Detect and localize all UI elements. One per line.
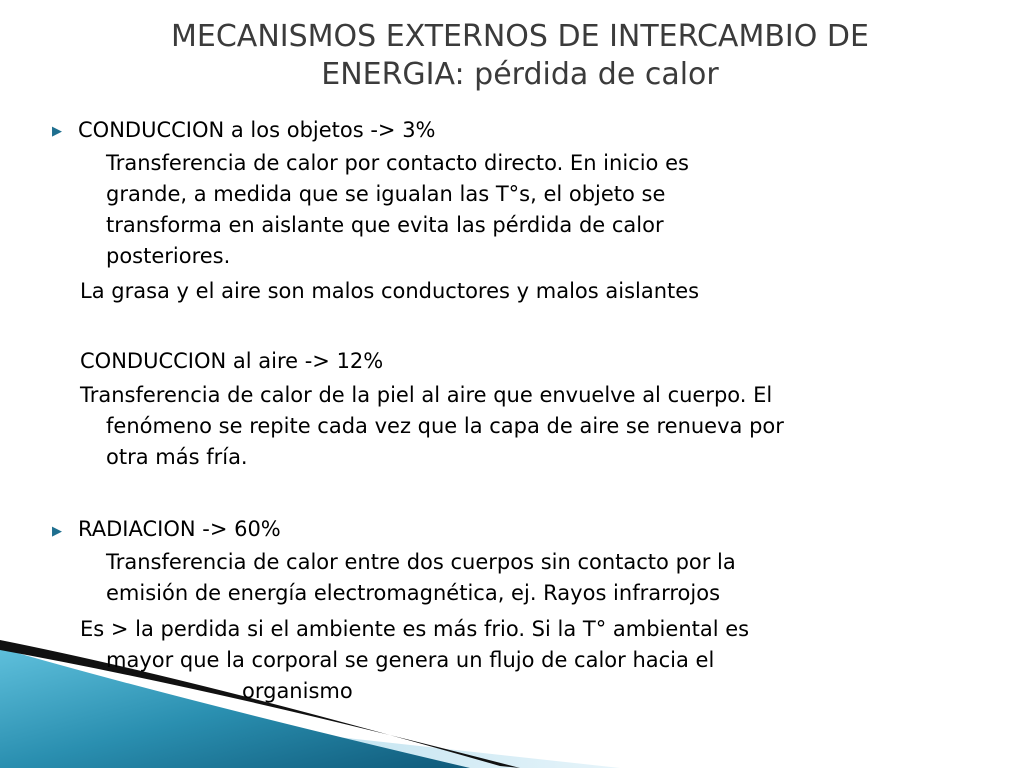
section-heading-conduccion-objetos: CONDUCCION a los objetos -> 3% bbox=[78, 118, 436, 142]
section-note-conduccion-objetos bbox=[80, 276, 699, 307]
text-line: Transferencia de calor por contacto directo. En inicio es bbox=[106, 151, 689, 175]
text-line: mayor que la corporal se genera un flujo de calor hacia el bbox=[106, 648, 715, 672]
text-line: Es > la perdida si el ambiente es más frio. Si la T° ambiental es bbox=[80, 617, 750, 641]
text-line: fenómeno se repite cada vez que la capa de aire se renueva por bbox=[106, 414, 784, 438]
section-text-radiacion bbox=[106, 547, 736, 609]
title-line: ENERGIA: pérdida de calor bbox=[321, 57, 719, 92]
section-heading-conduccion-aire: CONDUCCION al aire -> 12% bbox=[80, 349, 384, 373]
section-note-radiacion bbox=[80, 614, 749, 707]
text-line: grande, a medida que se igualan las T°s, el objeto se bbox=[106, 182, 666, 206]
title-line: MECANISMOS EXTERNOS DE INTERCAMBIO DE bbox=[171, 19, 869, 54]
section-heading-radiacion: RADIACION -> 60% bbox=[78, 517, 281, 541]
text-line: Transferencia de calor de la piel al aire que envuelve al cuerpo. El bbox=[80, 383, 773, 407]
text-line: Transferencia de calor entre dos cuerpos sin contacto por la bbox=[106, 550, 736, 574]
text-line: posteriores. bbox=[106, 244, 231, 268]
text-line: organismo bbox=[242, 679, 353, 703]
section-text-conduccion-objetos bbox=[106, 148, 689, 272]
text-line: transforma en aislante que evita las pérdida de calor bbox=[106, 213, 664, 237]
text-line: emisión de energía electromagnética, ej. Rayos infrarrojos bbox=[106, 581, 721, 605]
section-text-conduccion-aire bbox=[80, 380, 784, 473]
text-line: La grasa y el aire son malos conductores y malos aislantes bbox=[80, 279, 700, 303]
triangle-bullet-icon: ▶ bbox=[52, 124, 62, 139]
text-line: otra más fría. bbox=[106, 445, 248, 469]
triangle-bullet-icon: ▶ bbox=[52, 524, 62, 539]
